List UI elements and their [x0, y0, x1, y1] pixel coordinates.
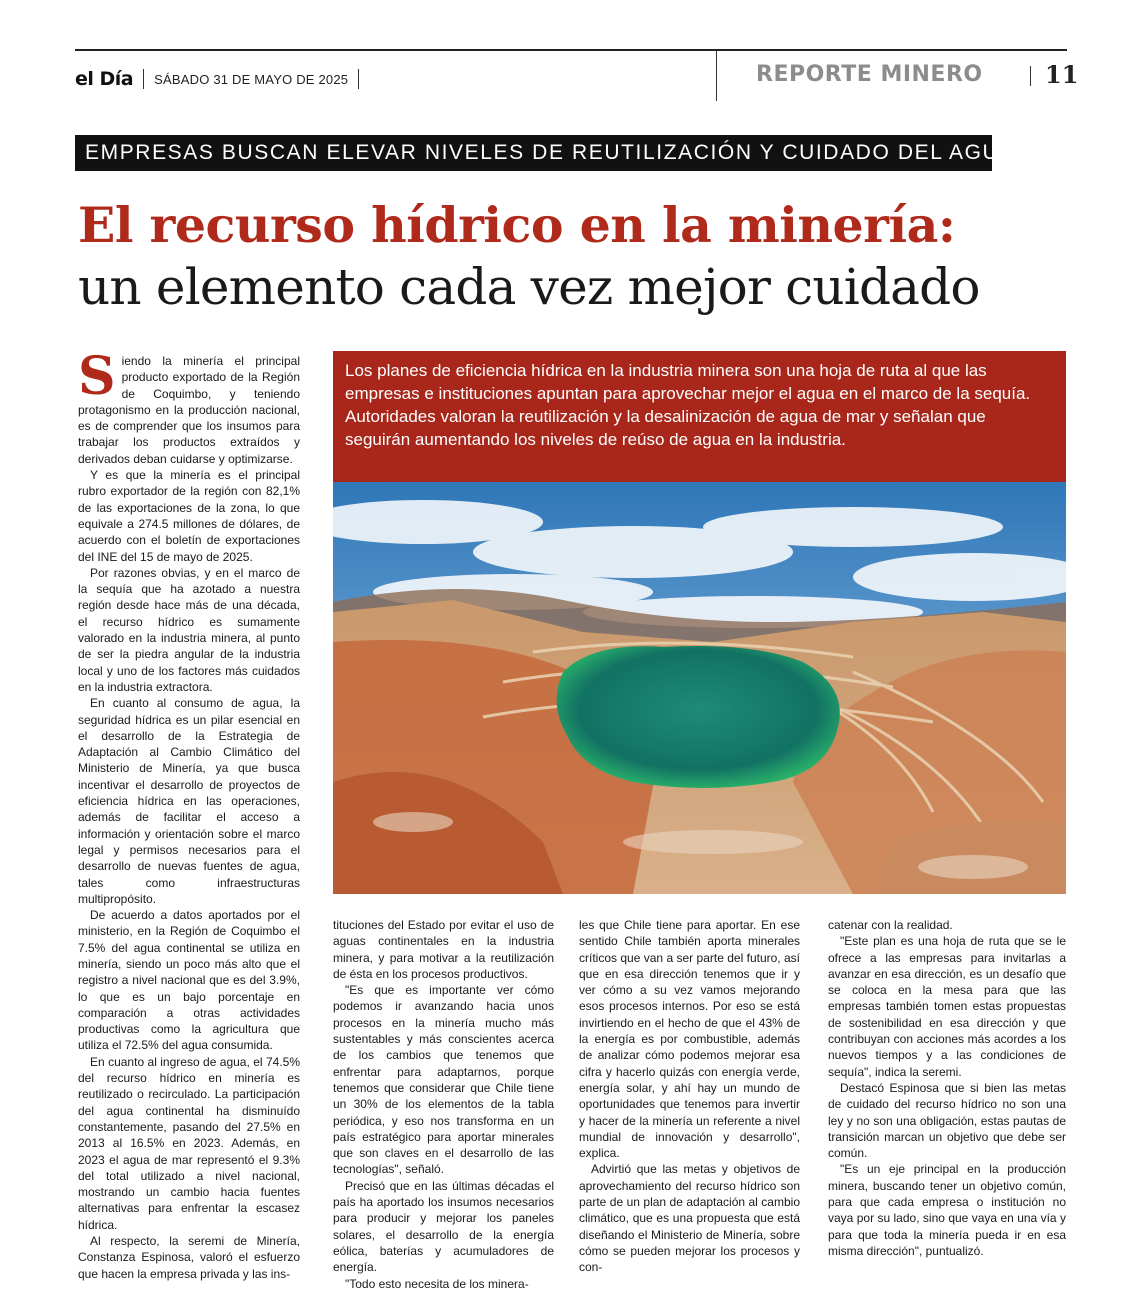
first-paragraph — [78, 346, 300, 467]
body-column-3 — [579, 917, 800, 1276]
issue-date: SÁBADO 31 DE MAYO DE 2025 — [154, 71, 349, 87]
header-divider — [716, 51, 717, 101]
paragraph: Advirtió que las metas y objetivos de aprovechamiento del recurso hídrico son parte de un plan de adaptación al cambio climático, que es una propuesta que está diseñando el Ministerio de Minería, sobre cómo se pueden mejorar los procesos y con- — [579, 1162, 800, 1275]
paragraph: Al respecto, la seremi de Minería, Constanza Espinosa, valoró el esfuerzo que hacen la empresa privada y las ins- — [78, 1234, 300, 1281]
paragraph: Por razones obvias, y en el marco de la sequía que ha azotado a nuestra región desde hace más de una década, el recurso hídrico es sumamente valorado en la industria minera, al punto de ser la piedra angular de la industria local y uno de los factores más cuidados en la industria extractora. — [78, 565, 300, 694]
paragraph: Destacó Espinosa que si bien las metas de cuidado del recurso hídrico no son una ley y no son una obligación, estas pautas de transición marcan un objetivo que debe ser común. — [828, 1080, 1066, 1161]
paragraph: De acuerdo a datos aportados por el ministerio, en la Región de Coquimbo el 7.5% del agua continental se utiliza en minería, siendo un poco más alto que el registro a nivel nacional que es del 3.9%, lo que es un bajo porcentaje en comparación a otras actividades productivas como la agricultura que utiliza el 72.5% del agua consumida. — [78, 908, 300, 1053]
paragraph: "Todo esto necesita de los minera- — [345, 1276, 529, 1291]
page-number: 11 — [1045, 60, 1079, 89]
newspaper-logo: el Día — [75, 68, 134, 90]
lead-summary: Los planes de eficiencia hídrica en la industria minera son una hoja de ruta al que las empresas e instituciones apuntan para aprovechar mejor el agua en el marco de la sequía. Autoridades valoran la reutilización y la desalinización de agua de mar y señalan que seguirán aumentando los niveles de reúso de agua en la industria. — [333, 351, 1066, 482]
paragraph: "Es un eje principal en la producción minera, buscando tener un objetivo común, para que cada empresa o institución no vaya por su lado, sino que vaya en una vía y para que toda la minería pueda ir en esa misma dirección", puntualizó. — [828, 1162, 1066, 1258]
kicker-banner: EMPRESAS BUSCAN ELEVAR NIVELES DE REUTILIZACIÓN Y CUIDADO DEL AGUA — [75, 135, 992, 171]
header-rule — [75, 49, 1067, 51]
paragraph: "Es que es importante ver cómo podemos ir avanzando hacia unos procesos en la minería mucho más sustentables y más conscientes acerca de los cambios que tenemos que enfrentar para adaptarnos, porque tenemos que considerar que Chile tiene un 30% de los elementos de la tabla periódica, y eso nos transforma en un país estratégico para aportar minerales que son claves en el desarrollo de las tecnologías", señaló. — [333, 983, 554, 1177]
paragraph: En cuanto al consumo de agua, la seguridad hídrica es un pilar esencial en el desarrollo de la Estrategia de Adaptación al Cambio Climático del Ministerio de Minería, ya que busca incentivar el desarrollo de proyectos de eficiencia hídrica en las operaciones, además de facilitar el acceso a información y orientación sobre el marco legal y permisos necesarios para el desarrollo de nuevas fuentes de agua, tales como infraestructuras multipropósito. — [78, 696, 300, 906]
paragraph: Y es que la minería es el principal rubro exportador de la región con 82,1% de las exportaciones de la zona, lo que equivale a 274.5 millones de dólares, de acuerdo con el boletín de exportaciones del INE del 15 de mayo de 2025. — [78, 468, 300, 564]
masthead — [75, 66, 359, 92]
paragraph: les que Chile tiene para aportar. En ese sentido Chile también aporta minerales críticos que van a ser parte del futuro, así que en esa dirección tenemos que ir y ver cómo a su vez vamos mejorando esos procesos internos. Por eso se está invirtiendo en el hecho de que el 43% de la energía es por combustible, además de analizar cómo podemos mejorar esa cifra y hacerlo quizás con energía verde, energía solar, y ahí hay un mundo de oportunidades que tenemos para invertir y hacer de la minería un referente a nivel mundial de innovación y desarrollo", explica. — [579, 918, 800, 1161]
drop-cap: S — [78, 346, 116, 407]
section-name: REPORTE MINERO — [756, 62, 983, 87]
paragraph: "Este plan es una hoja de ruta que se le ofrece a las empresas para invitarlas a avanzar en esa dirección, es un desafío que se coloca en la mesa para que las empresas también tomen estas propuestas de sostenibilidad en esa dirección y que contribuyan con acciones más acordes a los nuevos tiempos y a las condiciones de sequía", indica la seremi. — [828, 934, 1066, 1079]
headline-line-2: un elemento cada vez mejor cuidado — [78, 258, 980, 316]
paragraph: tituciones del Estado por evitar el uso de aguas continentales en la industria minera, y para motivar a la reutilización de ésta en los procesos productivos. — [333, 918, 554, 981]
body-column-2 — [333, 917, 554, 1292]
body-column-4 — [828, 917, 1066, 1259]
paragraph: Precisó que en las últimas décadas el país ha aportado los insumos necesarios para producir y mejorar los paneles solares, el desarrollo de la energía eólica, baterías y acumuladores de energía. — [333, 1178, 554, 1275]
divider — [143, 69, 144, 89]
paragraph: catenar con la realidad. — [828, 918, 953, 932]
divider — [358, 69, 359, 89]
paragraph-text: iendo la minería el principal producto exportado de la Región de Coquimbo, y teniendo protagonismo en la producción nacional, es de comprender que los insumos para trabajar los productos extraídos y derivados deban cuidarse y optimizarse. — [78, 354, 300, 466]
paragraph: En cuanto al ingreso de agua, el 74.5% del recurso hídrico en minería es reutilizado o recirculado. La participación del agua continental ha disminuído constantemente, pasando del 27.5% en 2013 al 16.5% en 2023. Además, en 2023 el agua de mar representó el 9.3% del total utilizado a nivel nacional, mostrando un cambio hacia fuentes alternativas para enfrentar la escasez hídrica. — [78, 1054, 300, 1232]
headline-line-1: El recurso hídrico en la minería: — [78, 196, 956, 254]
mine-pit-photo — [333, 482, 1066, 894]
body-column-1 — [78, 346, 300, 1282]
divider — [1030, 66, 1031, 86]
